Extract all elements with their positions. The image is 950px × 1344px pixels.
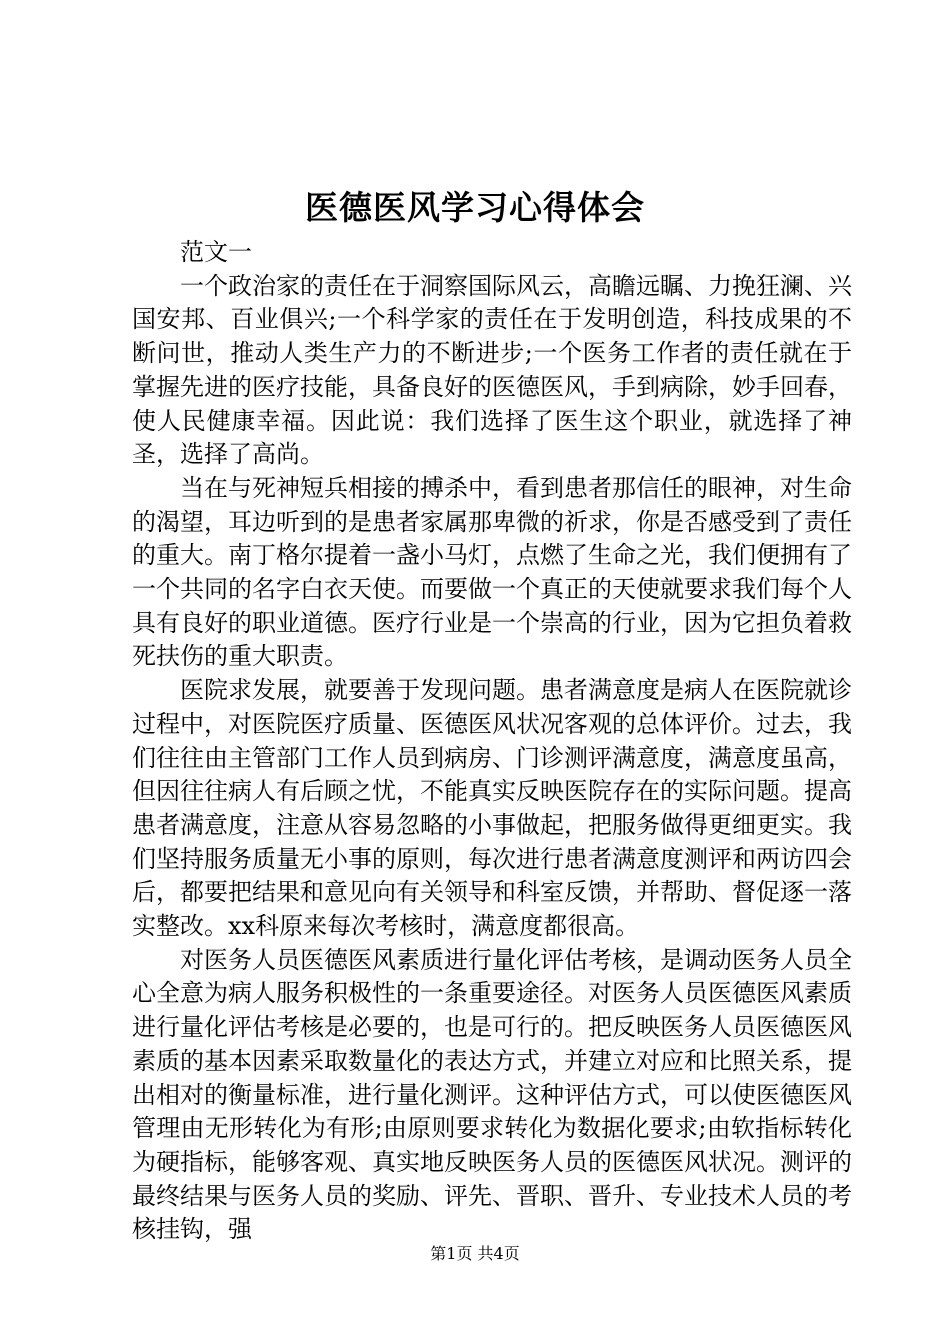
paragraph: 一个政治家的责任在于洞察国际风云，高瞻远瞩、力挽狂澜、兴国安邦、百业俱兴;一个科学家的责任在于发明创造，科技成果的不断问世，推动人类生产力的不断进步;一个医务工作者的责任就在于掌握先进的医疗技能，具备良好的医德医风，手到病除，妙手回春，使人民健康幸福。因此说：我们选择了医生这个职业，就选择了神圣，选择了高尚。 [132,271,852,469]
paragraph: 对医务人员医德医风素质进行量化评估考核，是调动医务人员全心全意为病人服务积极性的一条重要途径。对医务人员医德医风素质进行量化评估考核是必要的，也是可行的。把反映医务人员医德医风素质的基本因素采取数量化的表达方式，并建立对应和比照关系，提出相对的衡量标准，进行量化测评。这种评估方式，可以使医德医风管理由无形转化为有形;由原则要求转化为数据化要求;由软指标转化为硬指标，能够客观、真实地反映医务人员的医德医风状况。测评的最终结果与医务人员的奖励、评先、晋职、晋升、专业技术人员的考核挂钩，强 [132,945,852,1244]
page-number-footer: 第1页 共4页 [430,1244,520,1263]
section-label: 范文一 [180,238,252,266]
document-title: 医德医风学习心得体会 [305,188,645,227]
paragraph: 当在与死神短兵相接的搏杀中，看到患者那信任的眼神，对生命的渴望，耳边听到的是患者家属那卑微的祈求，你是否感受到了责任的重大。南丁格尔提着一盏小马灯，点燃了生命之光，我们便拥有了一个共同的名字白衣天使。而要做一个真正的天使就要求我们每个人具有良好的职业道德。医疗行业是一个崇高的行业，因为它担负着救死扶伤的重大职责。 [132,473,852,671]
document-body [132,236,852,1247]
paragraph: 医院求发展，就要善于发现问题。患者满意度是病人在医院就诊过程中，对医院医疗质量、医德医风状况客观的总体评价。过去，我们往往由主管部门工作人员到病房、门诊测评满意度，满意度虽高，但因往往病人有后顾之忧，不能真实反映医院存在的实际问题。提高患者满意度，注意从容易忽略的小事做起，把服务做得更细更实。我们坚持服务质量无小事的原则，每次进行患者满意度测评和两访四会后，都要把结果和意见向有关领导和科室反馈，并帮助、督促逐一落实整改。xx科原来每次考核时，满意度都很高。 [132,676,852,941]
